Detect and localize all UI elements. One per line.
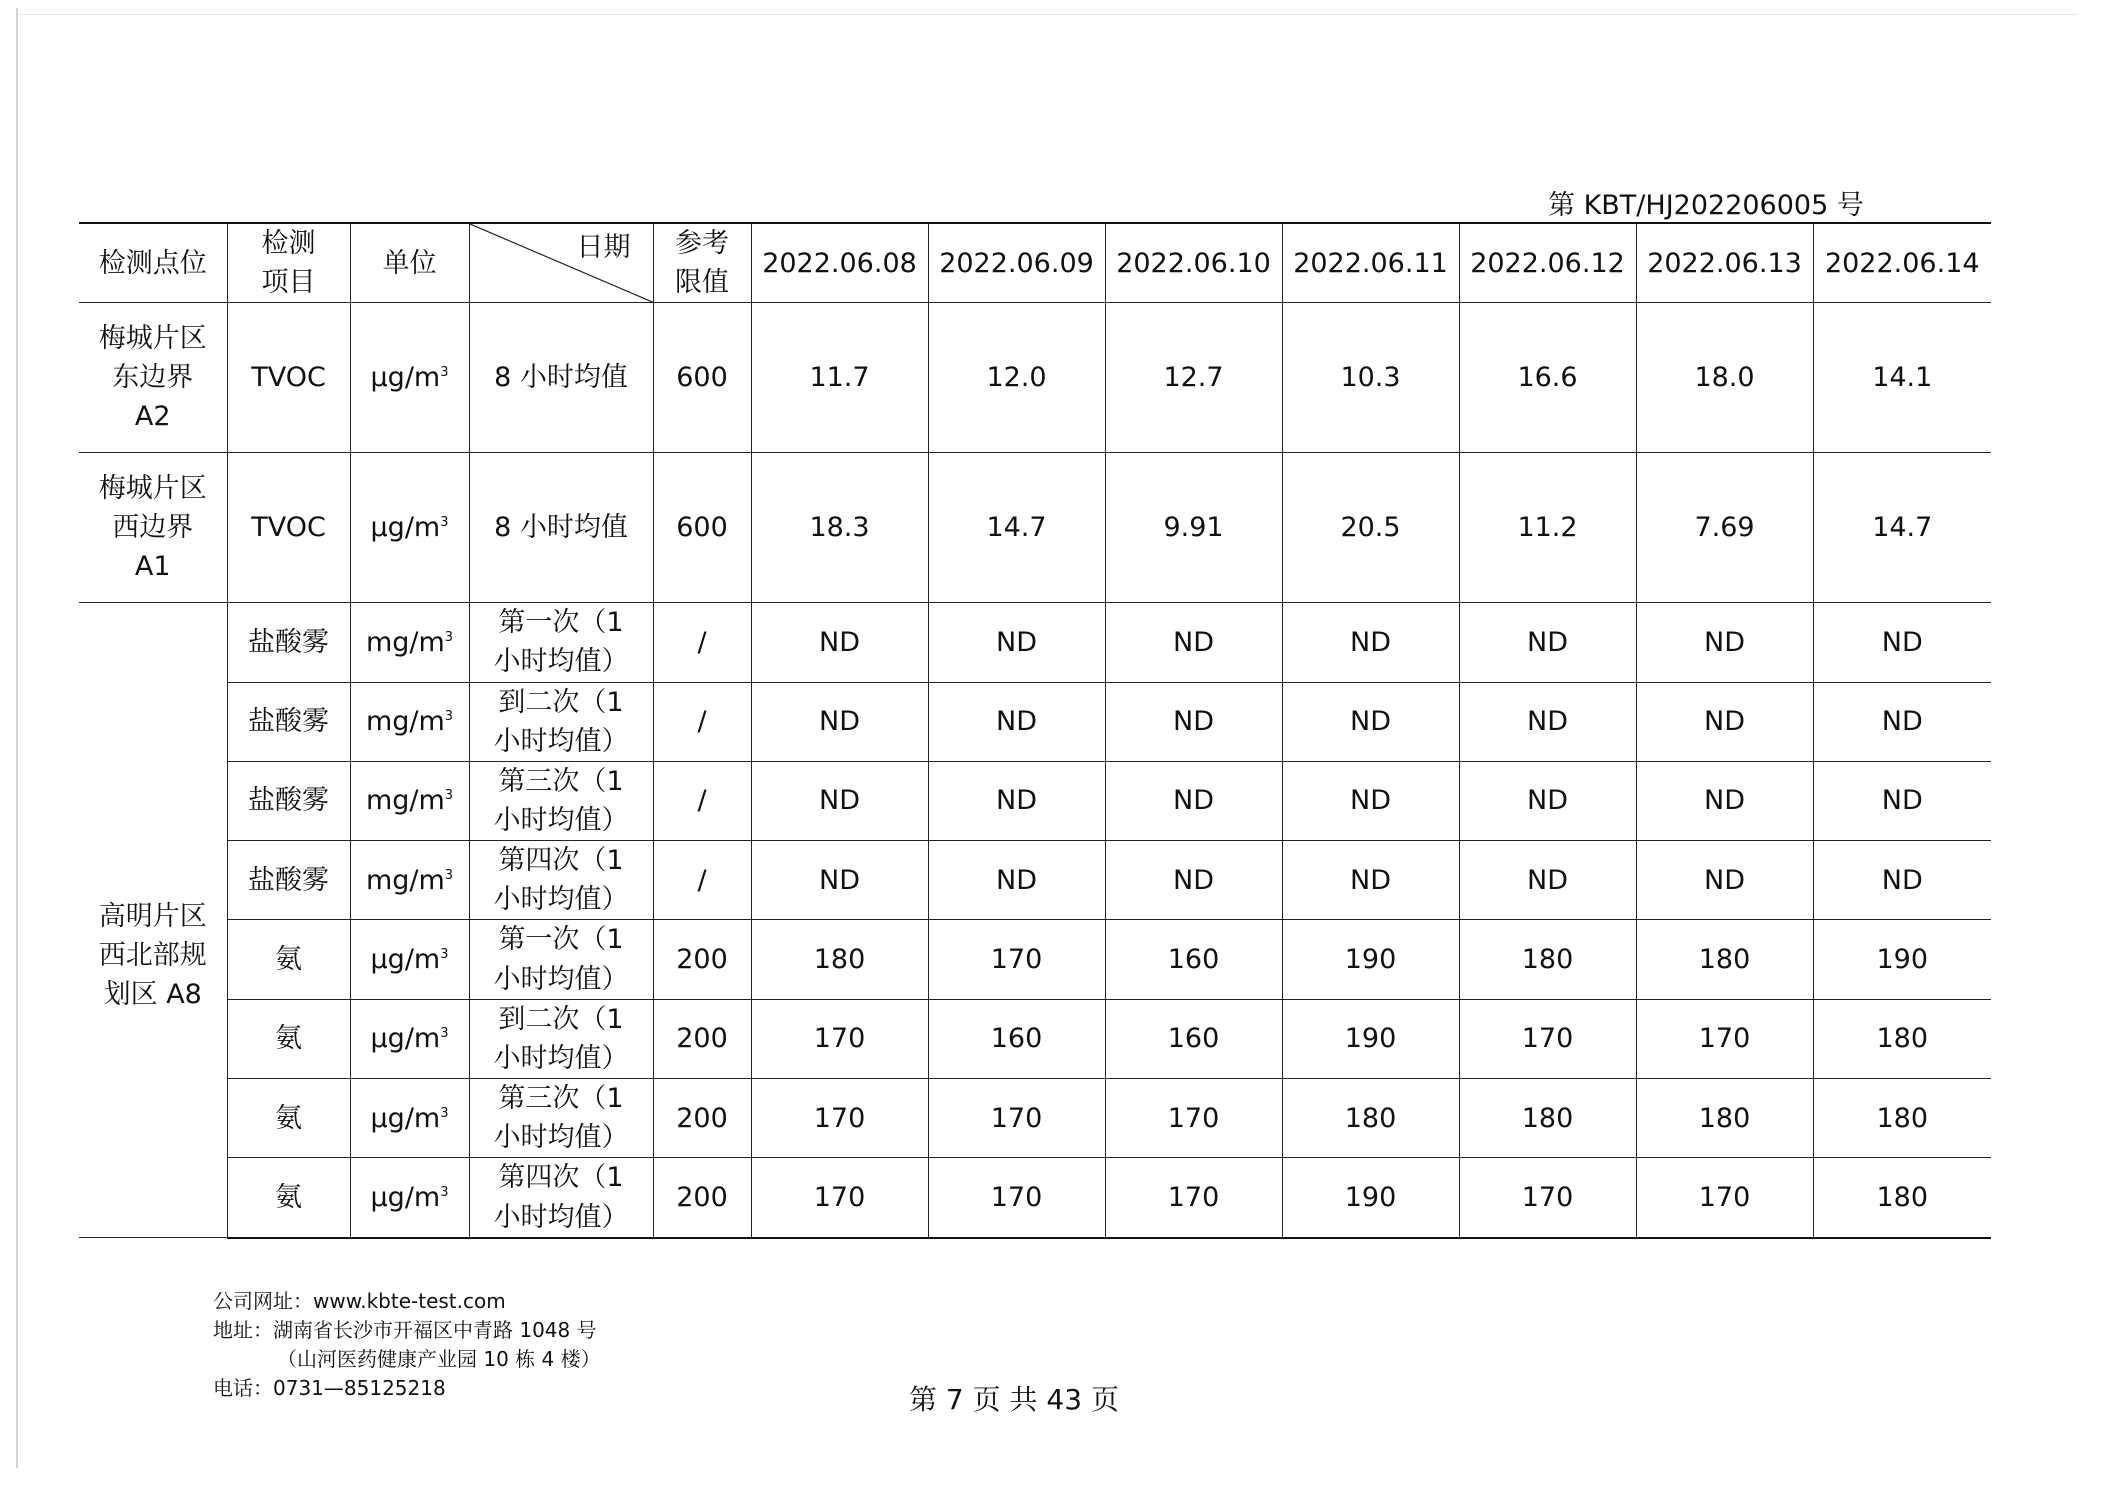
limit-cell [653, 1158, 751, 1238]
value-cell [928, 453, 1105, 603]
value-cell-text: 170 [990, 1102, 1043, 1134]
value-cell-text: 180 [1521, 943, 1574, 975]
value-cell [1105, 1158, 1282, 1238]
value-cell [1636, 1158, 1813, 1238]
value-cell [751, 453, 928, 603]
value-cell [751, 999, 928, 1078]
period-cell-text: 第一次（1 小时均值） [493, 607, 629, 678]
unit-cell [350, 920, 469, 999]
value-cell [928, 920, 1105, 999]
unit-cell [350, 603, 469, 682]
value-cell [928, 761, 1105, 840]
value-cell-text: 170 [990, 1181, 1043, 1213]
unit-superscript: 3 [440, 1105, 449, 1121]
value-cell [751, 841, 928, 920]
value-cell-text: ND [996, 626, 1037, 658]
limit-cell-text: / [697, 864, 707, 896]
value-cell-text: 12.7 [1163, 362, 1224, 394]
value-cell-text: ND [996, 785, 1037, 817]
value-cell [1282, 761, 1459, 840]
value-cell-text: 9.91 [1163, 512, 1224, 544]
period-cell [469, 1078, 653, 1157]
value-cell [751, 761, 928, 840]
unit-superscript: 3 [444, 709, 454, 725]
item-cell-text: 氨 [275, 1102, 302, 1134]
value-cell-text: ND [1173, 864, 1214, 896]
item-cell-text: 盐酸雾 [248, 626, 329, 658]
value-cell [1282, 920, 1459, 999]
period-cell-text: 第三次（1 小时均值） [493, 1082, 629, 1154]
limit-cell-text: 200 [676, 943, 728, 975]
monitoring-table [79, 222, 1991, 1239]
value-cell-text: ND [1881, 626, 1923, 658]
value-cell [1813, 603, 1991, 682]
unit-cell [350, 682, 469, 761]
period-cell-text: 第四次（1 小时均值） [493, 1162, 629, 1233]
limit-cell-text: 200 [676, 1181, 728, 1213]
value-cell-text: 180 [1698, 943, 1751, 975]
value-cell [928, 603, 1105, 682]
unit-superscript: 3 [444, 867, 454, 883]
value-cell [1105, 999, 1282, 1078]
value-cell [1636, 603, 1813, 682]
footer [213, 1287, 601, 1403]
item-cell-text: 氨 [275, 1023, 302, 1055]
value-cell [1813, 453, 1991, 603]
footer-phone: 电话：0731—85125218 [213, 1376, 446, 1400]
value-cell-text: ND [1527, 626, 1568, 658]
value-cell [1459, 303, 1636, 453]
limit-cell [653, 603, 751, 682]
value-cell [1813, 761, 1991, 840]
header-location: 检测点位 [79, 223, 227, 303]
value-cell-text: 18.0 [1694, 362, 1755, 394]
limit-cell [653, 761, 751, 840]
value-cell-text: 170 [1167, 1102, 1220, 1134]
table-row [79, 999, 1991, 1078]
value-cell [1459, 761, 1636, 840]
limit-cell [653, 682, 751, 761]
value-cell [1459, 1078, 1636, 1157]
value-cell-text: 180 [1876, 1023, 1929, 1055]
value-cell [1636, 761, 1813, 840]
value-cell-text: ND [1704, 785, 1745, 817]
period-cell [469, 303, 653, 453]
value-cell [1636, 682, 1813, 761]
value-cell-text: 180 [1698, 1102, 1751, 1134]
unit-text: μg/m [370, 1023, 441, 1055]
unit-text: mg/m [365, 626, 445, 658]
value-cell [751, 303, 928, 453]
period-cell-text: 到二次（1 小时均值） [493, 686, 629, 757]
value-cell [928, 1078, 1105, 1157]
value-cell [751, 1078, 928, 1157]
value-cell-text: ND [1527, 785, 1568, 817]
value-cell-text: ND [1881, 785, 1923, 817]
header-limit [653, 223, 751, 303]
period-cell-text: 第一次（1 小时均值） [493, 924, 629, 995]
value-cell-text: ND [819, 864, 860, 896]
limit-cell [653, 920, 751, 999]
scan-edge-left [16, 8, 18, 1468]
value-cell-text: ND [996, 864, 1037, 896]
value-cell-text: ND [1704, 626, 1745, 658]
value-cell [1105, 761, 1282, 840]
location-cell-text: 梅城片区 东边界 A2 [98, 323, 207, 433]
period-cell-text: 第四次（1 小时均值） [493, 845, 629, 916]
item-cell-text: TVOC [251, 362, 326, 394]
period-cell [469, 682, 653, 761]
value-cell-text: ND [819, 706, 860, 738]
value-cell [1813, 682, 1991, 761]
limit-cell-text: 600 [676, 512, 728, 544]
value-cell [1813, 303, 1991, 453]
limit-cell-text: / [697, 626, 707, 658]
value-cell-text: 170 [1521, 1023, 1574, 1055]
value-cell-text: 170 [1698, 1181, 1751, 1213]
location-cell [79, 303, 227, 453]
header-date-3: 2022.06.10 [1105, 223, 1282, 303]
period-cell [469, 920, 653, 999]
value-cell-text: ND [1350, 626, 1391, 658]
limit-cell [653, 453, 751, 603]
table-row [79, 761, 1991, 840]
value-cell-text: ND [1173, 785, 1214, 817]
value-cell-text: ND [819, 785, 860, 817]
header-item [227, 223, 350, 303]
limit-cell-text: 200 [676, 1102, 728, 1134]
page-number: 第 7 页 共 43 页 [909, 1383, 1119, 1416]
value-cell [1813, 1078, 1991, 1157]
value-cell-text: ND [1704, 864, 1745, 896]
value-cell [1636, 453, 1813, 603]
item-cell-text: TVOC [251, 512, 326, 544]
header-limit-label: 参考 限值 [675, 228, 729, 299]
header-date-2: 2022.06.09 [928, 223, 1105, 303]
header-date-5: 2022.06.12 [1459, 223, 1636, 303]
value-cell-text: 190 [1876, 943, 1929, 975]
value-cell-text: ND [1704, 706, 1745, 738]
value-cell [1105, 303, 1282, 453]
value-cell-text: 14.7 [986, 512, 1047, 544]
value-cell [1813, 920, 1991, 999]
value-cell [1459, 453, 1636, 603]
item-cell-text: 氨 [275, 1181, 302, 1213]
unit-text: μg/m [370, 1181, 441, 1213]
value-cell-text: ND [1527, 864, 1568, 896]
location-cell [79, 603, 227, 1238]
value-cell-text: 180 [1876, 1181, 1929, 1213]
limit-cell [653, 303, 751, 453]
value-cell-text: 170 [1167, 1181, 1220, 1213]
unit-cell [350, 761, 469, 840]
value-cell [1105, 1078, 1282, 1157]
item-cell [227, 303, 350, 453]
value-cell-text: ND [1173, 706, 1214, 738]
value-cell [928, 303, 1105, 453]
value-cell [1459, 999, 1636, 1078]
value-cell [1813, 1158, 1991, 1238]
value-cell-text: ND [1881, 706, 1923, 738]
location-cell-text: 高明片区 西北部规 划区 A8 [98, 900, 207, 1010]
value-cell-text: 160 [1167, 1023, 1220, 1055]
header-item-label: 检测 项目 [261, 228, 316, 299]
limit-cell-text: 600 [676, 362, 728, 394]
header-date-label: 日期 [576, 232, 631, 263]
item-cell [227, 920, 350, 999]
period-cell-text: 8 小时均值 [494, 512, 628, 544]
value-cell-text: 11.2 [1517, 512, 1578, 544]
value-cell [1105, 603, 1282, 682]
value-cell [1282, 1158, 1459, 1238]
value-cell-text: 160 [1167, 943, 1220, 975]
period-cell [469, 761, 653, 840]
item-cell [227, 1158, 350, 1238]
value-cell [751, 920, 928, 999]
value-cell [1459, 1158, 1636, 1238]
unit-text: μg/m [370, 362, 441, 394]
value-cell-text: 170 [990, 943, 1043, 975]
limit-cell [653, 1078, 751, 1157]
value-cell [1636, 920, 1813, 999]
value-cell-text: ND [1350, 785, 1391, 817]
value-cell-text: ND [1881, 864, 1923, 896]
value-cell [1282, 603, 1459, 682]
footer-address: 地址：湖南省长沙市开福区中青路 1048 号 [213, 1318, 597, 1342]
table-row [79, 603, 1991, 682]
period-cell [469, 841, 653, 920]
value-cell-text: 14.7 [1872, 512, 1933, 544]
table-row [79, 682, 1991, 761]
period-cell [469, 603, 653, 682]
unit-superscript: 3 [440, 515, 449, 531]
header-date-diagonal [469, 223, 653, 303]
table-row [79, 453, 1991, 603]
value-cell [1636, 999, 1813, 1078]
value-cell [751, 1158, 928, 1238]
unit-text: μg/m [370, 943, 441, 975]
value-cell-text: 180 [813, 943, 866, 975]
header-date-7: 2022.06.14 [1813, 223, 1991, 303]
value-cell-text: 18.3 [809, 512, 870, 544]
unit-text: mg/m [365, 785, 445, 817]
period-cell-text: 第三次（1 小时均值） [493, 765, 629, 836]
value-cell-text: 170 [813, 1181, 866, 1213]
location-cell-text: 梅城片区 西边界 A1 [98, 473, 207, 583]
header-date-4: 2022.06.11 [1282, 223, 1459, 303]
value-cell-text: 170 [1521, 1181, 1574, 1213]
item-cell [227, 682, 350, 761]
value-cell [1105, 841, 1282, 920]
unit-cell [350, 1078, 469, 1157]
period-cell [469, 1158, 653, 1238]
period-cell-text: 到二次（1 小时均值） [493, 1003, 629, 1074]
value-cell [928, 682, 1105, 761]
item-cell [227, 761, 350, 840]
value-cell [1459, 920, 1636, 999]
table-row [79, 303, 1991, 453]
footer-website: 公司网址：www.kbte-test.com [213, 1289, 506, 1313]
unit-superscript: 3 [440, 946, 449, 962]
unit-text: μg/m [370, 1102, 441, 1134]
value-cell [1459, 841, 1636, 920]
table-row [79, 920, 1991, 999]
item-cell-text: 氨 [275, 943, 302, 975]
header-date-1: 2022.06.08 [751, 223, 928, 303]
scan-edge-top [18, 14, 2078, 15]
item-cell [227, 999, 350, 1078]
value-cell [751, 682, 928, 761]
header-unit: 单位 [350, 223, 469, 303]
unit-superscript: 3 [444, 788, 454, 804]
value-cell [1105, 920, 1282, 999]
table-row [79, 1078, 1991, 1157]
value-cell-text: 7.69 [1694, 512, 1755, 544]
item-cell [227, 841, 350, 920]
unit-superscript: 3 [440, 365, 449, 381]
value-cell [1459, 603, 1636, 682]
value-cell-text: ND [1527, 706, 1568, 738]
value-cell-text: 12.0 [986, 362, 1047, 394]
value-cell-text: 180 [1521, 1102, 1574, 1134]
limit-cell-text: 200 [676, 1023, 728, 1055]
value-cell-text: 16.6 [1517, 362, 1578, 394]
value-cell-text: 180 [1344, 1102, 1397, 1134]
header-row [79, 223, 1991, 303]
unit-superscript: 3 [440, 1026, 449, 1042]
value-cell-text: 170 [813, 1102, 866, 1134]
unit-superscript: 3 [444, 629, 454, 645]
unit-cell [350, 453, 469, 603]
value-cell-text: ND [1173, 626, 1214, 658]
item-cell-text: 盐酸雾 [248, 785, 329, 817]
value-cell [1813, 999, 1991, 1078]
limit-cell-text: / [697, 706, 707, 738]
value-cell [928, 841, 1105, 920]
value-cell [1636, 303, 1813, 453]
unit-text: mg/m [365, 706, 445, 738]
value-cell [1813, 841, 1991, 920]
value-cell [1282, 841, 1459, 920]
period-cell [469, 999, 653, 1078]
unit-text: mg/m [365, 864, 445, 896]
unit-cell [350, 999, 469, 1078]
period-cell-text: 8 小时均值 [494, 362, 628, 394]
value-cell [1105, 682, 1282, 761]
value-cell-text: ND [996, 706, 1037, 738]
item-cell [227, 603, 350, 682]
limit-cell [653, 841, 751, 920]
value-cell-text: ND [1350, 864, 1391, 896]
value-cell-text: 170 [1698, 1023, 1751, 1055]
value-cell-text: 20.5 [1340, 512, 1401, 544]
unit-text: μg/m [370, 512, 441, 544]
value-cell-text: 180 [1876, 1102, 1929, 1134]
limit-cell-text: / [697, 785, 707, 817]
value-cell [751, 603, 928, 682]
unit-cell [350, 1158, 469, 1238]
item-cell [227, 1078, 350, 1157]
value-cell-text: 14.1 [1872, 362, 1933, 394]
value-cell [1105, 453, 1282, 603]
location-cell [79, 453, 227, 603]
value-cell-text: ND [819, 626, 860, 658]
item-cell-text: 盐酸雾 [248, 706, 329, 738]
value-cell-text: 190 [1344, 1181, 1397, 1213]
value-cell [928, 1158, 1105, 1238]
value-cell [1282, 453, 1459, 603]
table-row [79, 1158, 1991, 1238]
item-cell-text: 盐酸雾 [248, 864, 329, 896]
table-row [79, 841, 1991, 920]
value-cell-text: ND [1350, 706, 1391, 738]
item-cell [227, 453, 350, 603]
value-cell [1636, 841, 1813, 920]
value-cell-text: 160 [990, 1023, 1043, 1055]
period-cell [469, 453, 653, 603]
value-cell [1282, 1078, 1459, 1157]
value-cell-text: 170 [813, 1023, 866, 1055]
value-cell-text: 190 [1344, 943, 1397, 975]
report-number: 第 KBT/HJ202206005 号 [1548, 190, 1864, 221]
unit-cell [350, 841, 469, 920]
value-cell [1282, 682, 1459, 761]
value-cell [1282, 999, 1459, 1078]
value-cell-text: 190 [1344, 1023, 1397, 1055]
header-date-6: 2022.06.13 [1636, 223, 1813, 303]
value-cell [1636, 1078, 1813, 1157]
unit-superscript: 3 [440, 1184, 449, 1200]
value-cell [1282, 303, 1459, 453]
value-cell-text: 10.3 [1340, 362, 1401, 394]
value-cell [928, 999, 1105, 1078]
footer-address-cont: （山河医药健康产业园 10 栋 4 楼） [277, 1347, 601, 1371]
limit-cell [653, 999, 751, 1078]
value-cell [1459, 682, 1636, 761]
unit-cell [350, 303, 469, 453]
value-cell-text: 11.7 [809, 362, 870, 394]
